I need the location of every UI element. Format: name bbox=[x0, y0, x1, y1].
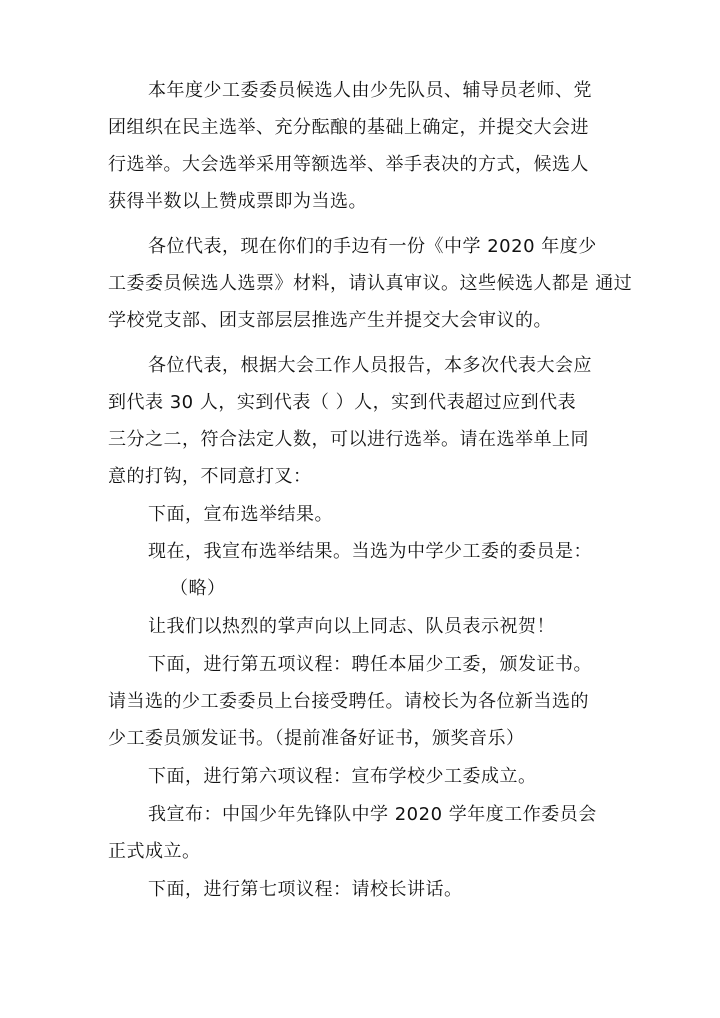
paragraph-1-line-2: 团组织在民主选举、充分酝酿的基础上确定，并提交大会进 bbox=[108, 117, 589, 138]
paragraph-8-line-1: 下面，进行第五项议程：聘任本届少工委，颁发证书。 bbox=[148, 654, 592, 675]
paragraph-3-line-1: 各位代表，根据大会工作人员报告，本多次代表大会应 bbox=[148, 355, 592, 376]
paragraph-1-line-4: 获得半数以上赞成票即为当选。 bbox=[108, 191, 367, 212]
paragraph-10-line-1: 我宣布：中国少年先锋队中学 2020 学年度工作委员会 bbox=[148, 804, 597, 825]
paragraph-10-line-2: 正式成立。 bbox=[108, 841, 201, 862]
paragraph-7-line-1: 让我们以热烈的掌声向以上同志、队员表示祝贺！ bbox=[148, 616, 555, 637]
paragraph-8-line-2: 请当选的少工委委员上台接受聘任。请校长为各位新当选的 bbox=[108, 691, 589, 712]
paragraph-4-line-1: 下面，宣布选举结果。 bbox=[148, 504, 333, 525]
paragraph-6-line-1: （略） bbox=[170, 578, 226, 599]
paragraph-8-line-3: 少工委员颁发证书。（提前准备好证书，颁奖音乐） bbox=[108, 728, 525, 749]
paragraph-9-line-1: 下面，进行第六项议程：宣布学校少工委成立。 bbox=[148, 766, 537, 787]
paragraph-2-line-1: 各位代表，现在你们的手边有一份《中学 2020 年度少 bbox=[148, 236, 597, 257]
paragraph-11-line-1: 下面，进行第七项议程：请校长讲话。 bbox=[148, 879, 463, 900]
paragraph-1-line-3: 行选举。大会选举采用等额选举、举手表决的方式，候选人 bbox=[108, 154, 589, 175]
paragraph-2-line-3: 学校党支部、团支部层层推选产生并提交大会审议的。 bbox=[108, 310, 552, 331]
paragraph-3-line-3: 三分之二，符合法定人数，可以进行选举。请在选举单上同 bbox=[108, 429, 589, 450]
paragraph-2-line-2: 工委委员候选人选票》材料，请认真审议。这些候选人都是 通过 bbox=[108, 273, 633, 294]
paragraph-1-line-1: 本年度少工委委员候选人由少先队员、辅导员老师、党 bbox=[148, 80, 592, 101]
paragraph-3-line-2: 到代表 30 人，实到代表（ ）人，实到代表超过应到代表 bbox=[108, 392, 577, 413]
paragraph-5-line-1: 现在，我宣布选举结果。当选为中学少工委的委员是： bbox=[148, 541, 592, 562]
paragraph-3-line-4: 意的打钩，不同意打叉： bbox=[108, 466, 312, 487]
